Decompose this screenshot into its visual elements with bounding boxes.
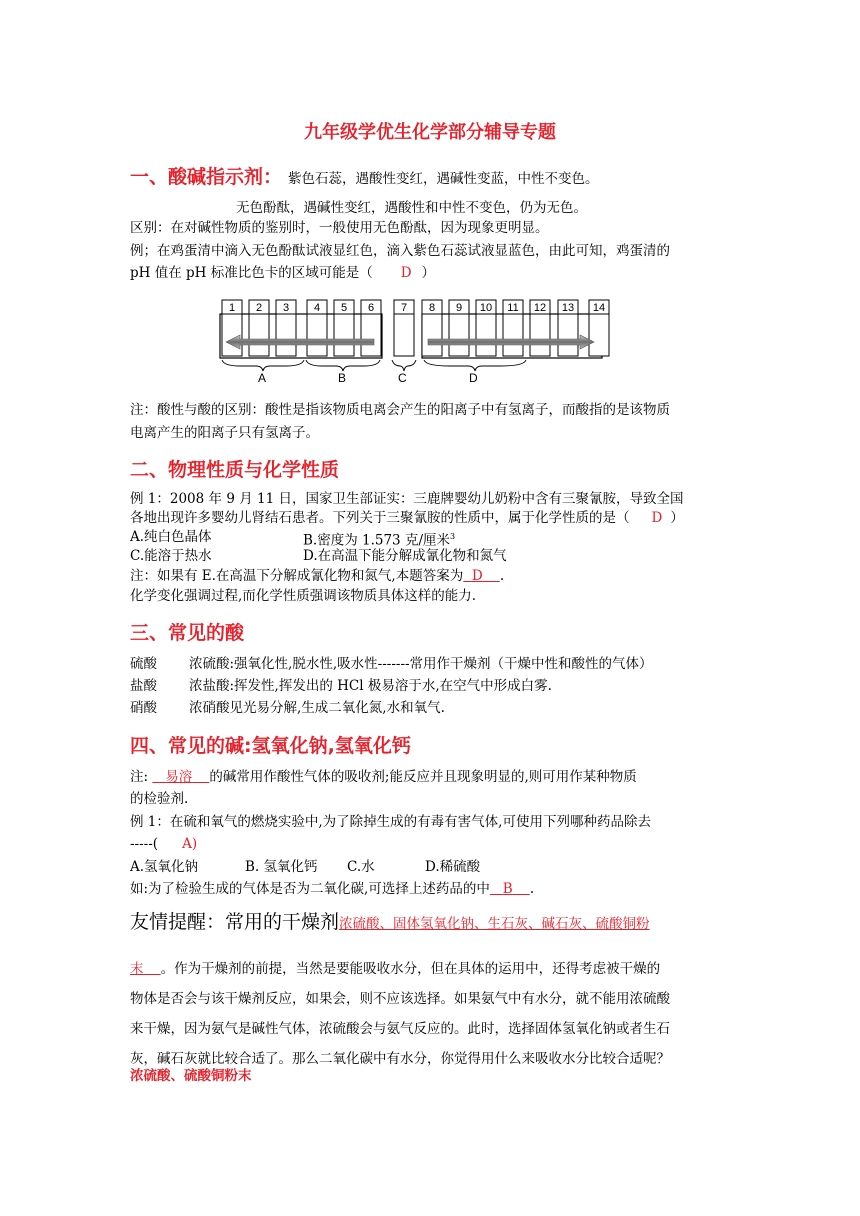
- s4-option-d: D.稀硫酸: [425, 859, 481, 875]
- ph-number-label: 13: [561, 302, 575, 314]
- s2-example-line-1: 例 1：2008 年 9 月 11 日，国家卫生部证实：三鹿牌婴幼儿奶粉中含有三聚氰胺，导致全国: [130, 491, 684, 507]
- s4-note-rest: 的碱常用作酸性气体的吸收剂;能反应并且现象明显的,则可用作某种物质: [209, 769, 637, 785]
- litmus-text: 紫色石蕊，遇酸性变红，遇碱性变蓝，中性不变色。: [288, 171, 599, 187]
- tip-text-3: 来干燥，因为氨气是碱性气体，浓硫酸会与氨气反应的。此时，选择固体氢氧化钠或者生石: [130, 1021, 670, 1037]
- s2-close: ）: [670, 510, 684, 526]
- page-title: 九年级学优生化学部分辅导专题: [304, 122, 556, 143]
- note-line-1: 注：酸性与酸的区别：酸性是指该物质电离会产生的阳离子中有氢离子，而酸指的是该物质: [130, 402, 670, 418]
- section-2-heading: 二、物理性质与化学性质: [130, 459, 340, 481]
- tip-text-4: 灰，碱石灰就比较合适了。那么二氧化碳中有水分，你觉得用什么来吸收水分比较合适呢？: [130, 1051, 670, 1067]
- example-line-1: 例；在鸡蛋清中滴入无色酚酞试液显红色，滴入紫色石蕊试液显蓝色，由此可知，鸡蛋清的: [130, 243, 670, 259]
- s4-note-prefix: 注:: [130, 769, 153, 785]
- tip-heading-line: [130, 907, 650, 939]
- s4-note-line-2: 的检验剂.: [130, 791, 189, 807]
- ph-number-label: 3: [282, 302, 290, 314]
- example-line-2: [130, 263, 435, 283]
- acid-frame: [220, 314, 382, 358]
- ph-scale-diagram: [218, 294, 614, 386]
- section-4-heading: 四、常见的碱:氢氧化钠,氢氧化钙: [130, 735, 411, 757]
- s4-question: -----(: [130, 836, 159, 852]
- ph-number-label: 12: [533, 302, 547, 314]
- tip-text-2: 物体是否会与该干燥剂反应，如果会，则不应该选择。如果氨气中有水分，就不能用浓硫酸: [130, 991, 670, 1007]
- acid-name: 硝酸: [130, 700, 157, 716]
- example-close: ）: [421, 265, 436, 281]
- note-line-2: 电离产生的阳离子只有氢离子。: [130, 425, 319, 441]
- s4-option-c: C.水: [347, 859, 375, 875]
- phenolphthalein-text: 无色酚酞，遇碱性变红，遇酸性和中性不变色，仍为无色。: [236, 200, 587, 216]
- acid-name: 盐酸: [130, 678, 157, 694]
- s2-question: 各地出现许多婴幼儿肾结石患者。下列关于三聚氰胺的性质中，属于化学性质的是（: [130, 510, 630, 526]
- acid-name: 硫酸: [130, 656, 157, 672]
- s2-note-1: [130, 566, 504, 586]
- section-1-heading: [130, 162, 599, 189]
- acid-row-2: [130, 676, 552, 696]
- tip-heading: 友情提醒：常用的干燥剂: [130, 911, 340, 933]
- ph-number-label: 11: [507, 302, 519, 314]
- tip-paragraph: [130, 954, 735, 1074]
- s4-option-a: A.氢氧化钠: [130, 859, 199, 875]
- brace-b: [306, 360, 380, 371]
- example-answer: D: [400, 265, 412, 281]
- tip-answer-line-2: 末: [130, 961, 144, 977]
- acid-desc: 浓硝酸见光易分解,生成二氧化氮,水和氧气.: [189, 700, 445, 716]
- ph-number-label: 14: [592, 302, 606, 314]
- acid-desc: 浓硫酸:强氧化性,脱水性,吸水性-------常用作干燥剂（干燥中性和酸性的气体）: [189, 656, 653, 672]
- region-label-a: A: [258, 371, 267, 385]
- s4-answer: A: [182, 836, 192, 852]
- section-1-title: 一、酸碱指示剂：: [130, 166, 283, 188]
- region-label-d: D: [469, 371, 478, 385]
- example-question: pH 值在 pH 标准比色卡的区域可能是（: [130, 265, 373, 281]
- option-a: A.纯白色晶体: [130, 529, 212, 545]
- ph-number-label: 10: [479, 302, 493, 314]
- tip-answer-line-1: 浓硫酸、固体氢氧化钠、生石灰、碱石灰、硫酸铜粉: [339, 916, 650, 932]
- region-label-b: B: [338, 371, 347, 385]
- s2-note-text: 注：如果有 E.在高温下分解成氰化物和氮气,本题答案为: [130, 568, 464, 584]
- tip-final-answer: 浓硫酸、硫酸铜粉末: [130, 1068, 252, 1084]
- ph-number-label: 2: [255, 302, 263, 314]
- region-label-c: C: [398, 371, 407, 385]
- s4-q2-end: .: [529, 881, 535, 897]
- brace-d: [424, 360, 526, 371]
- difference-text: 区别：在对碱性物质的鉴别时，一般使用无色酚酞，因为现象更明显。: [130, 220, 549, 236]
- s2-note-2: 化学变化强调过程,而化学性质强调该物质具体这样的能力.: [130, 588, 477, 604]
- s2-note-end: .: [499, 568, 505, 584]
- s4-q2-answer: B: [502, 881, 513, 897]
- ph-number-label: 9: [455, 302, 463, 314]
- option-c: C.能溶于热水: [130, 548, 212, 564]
- s4-q2-text: 如:为了检验生成的气体是否为二氧化碳,可选择上述药品的中: [130, 881, 490, 897]
- acid-desc: 浓盐酸:挥发性,挥发出的 HCl 极易溶于水,在空气中形成白雾.: [189, 678, 552, 694]
- s2-answer: D: [651, 510, 663, 526]
- s2-example-line-2: [130, 508, 684, 528]
- acid-row-3: [130, 698, 445, 718]
- ph-number-label: 6: [367, 302, 375, 314]
- ph-number-label: 1: [228, 302, 236, 314]
- option-d: D.在高温下能分解成氰化物和氮气: [303, 548, 507, 564]
- s4-close: ): [191, 836, 198, 852]
- s4-note-line-1: [130, 767, 637, 787]
- brace-c: [392, 360, 416, 371]
- section-3-heading: 三、常见的酸: [130, 622, 245, 644]
- acid-row-1: [130, 654, 653, 674]
- s4-example-line-2: [130, 834, 197, 854]
- s4-example-line-1: 例 1：在硫和氧气的燃烧实验中,为了除掉生成的有毒有害气体,可使用下列哪种药品除去: [130, 814, 651, 830]
- ph-number-label: 5: [340, 302, 348, 314]
- s4-note-answer: 易溶: [165, 769, 193, 785]
- s2-note-answer: D: [471, 568, 483, 584]
- tip-text-1: 。作为干燥剂的前提，当然是要能吸收水分，但在具体的运用中，还得考虑被干燥的: [160, 961, 661, 977]
- ph-number-label: 8: [428, 302, 436, 314]
- s4-question-2: [130, 879, 534, 899]
- ph-number-label: 4: [313, 302, 321, 314]
- s4-option-b: B. 氢氧化钙: [245, 859, 318, 875]
- ph-number-label: 7: [400, 302, 408, 314]
- option-b-sup: 3: [450, 532, 456, 541]
- option-b-text: B.密度为 1.573 克/厘米: [303, 532, 450, 549]
- brace-a: [222, 360, 304, 371]
